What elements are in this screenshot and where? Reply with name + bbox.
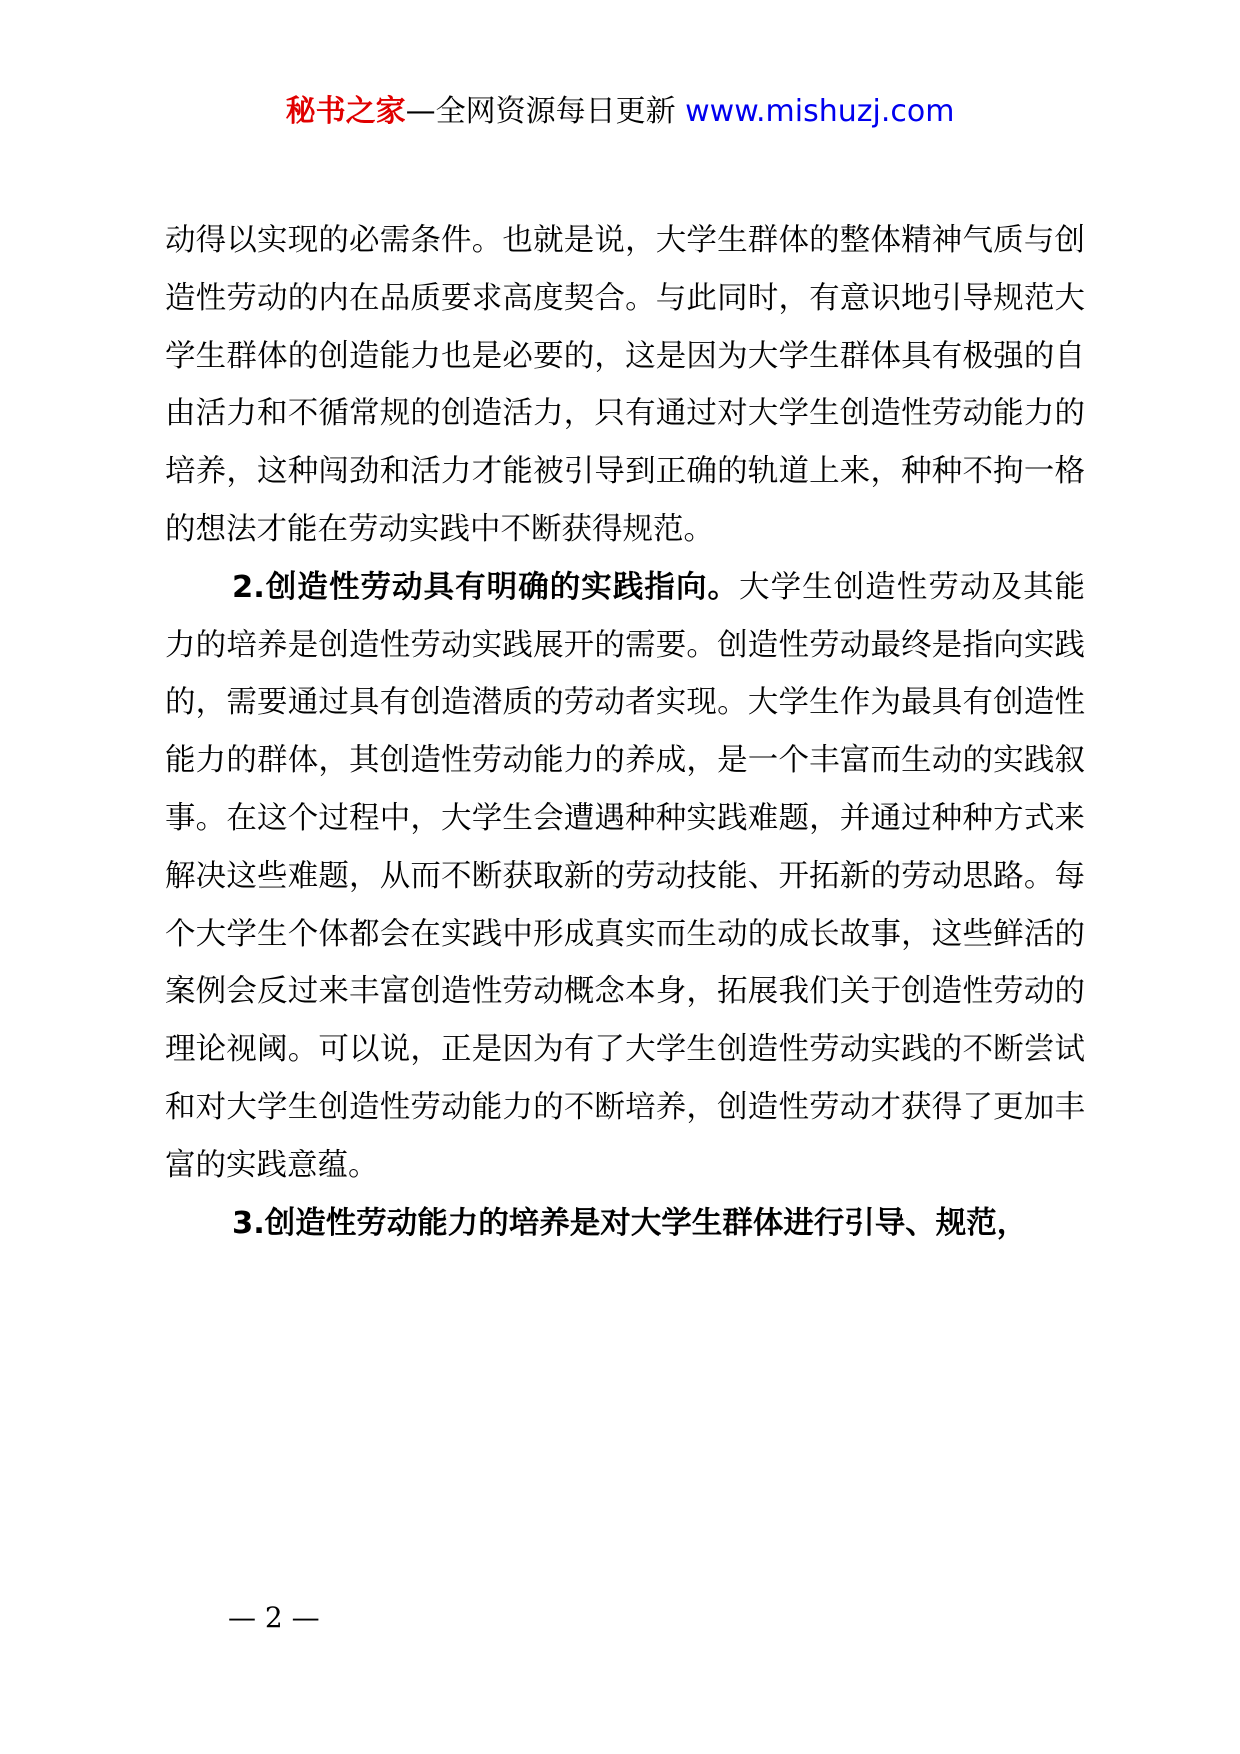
paragraph-text: 大学生创造性劳动及其能力的培养是创造性劳动实践展开的需要。创造性劳动最终是指向实践的，需要通过具有创造潜质的劳动者实现。大学生作为最具有创造性能力的群体，其创造性劳动能力的养成，是一个丰富而生动的实践叙事。在这个过程中，大学生会遭遇种种实践难题，并通过种种方式来解决这些难题，从而不断获取新的劳动技能、开拓新的劳动思路。每个大学生个体都会在实践中形成真实而生动的成长故事，这些鲜活的案例会反过来丰富创造性劳动概念本身，拓展我们关于创造性劳动的理论视阈。可以说，正是因为有了大学生创造性劳动实践的不断尝试和对大学生创造性劳动能力的不断培养，创造性劳动才获得了更加丰富的实践意蕴。 [165, 569, 1086, 1183]
page-number: — 2 — [228, 1601, 320, 1634]
site-url-link[interactable]: www.mishuzj.com [685, 94, 955, 129]
paragraph-section-3 [165, 1195, 1085, 1253]
section-heading: 3.创造性劳动能力的培养是对大学生群体进行引导、规范， [232, 1205, 1028, 1241]
site-tagline: —全网资源每日更新 [405, 94, 686, 129]
paragraph-section-2 [165, 559, 1085, 1195]
paragraph-text: 动得以实现的必需条件。也就是说，大学生群体的整体精神气质与创造性劳动的内在品质要求高度契合。与此同时，有意识地引导规范大学生群体的创造能力也是必要的，这是因为大学生群体具有极强的自由活力和不循常规的创造活力，只有通过对大学生创造性劳动能力的培养，这种闯劲和活力才能被引导到正确的轨道上来，种种不拘一格的想法才能在劳动实践中不断获得规范。 [165, 223, 1085, 547]
paragraph-continuation [165, 212, 1085, 559]
site-brand: 秘书之家 [285, 94, 406, 129]
section-heading: 2.创造性劳动具有明确的实践指向。 [232, 569, 740, 605]
document-body [165, 212, 1085, 1252]
site-header [0, 92, 1240, 132]
